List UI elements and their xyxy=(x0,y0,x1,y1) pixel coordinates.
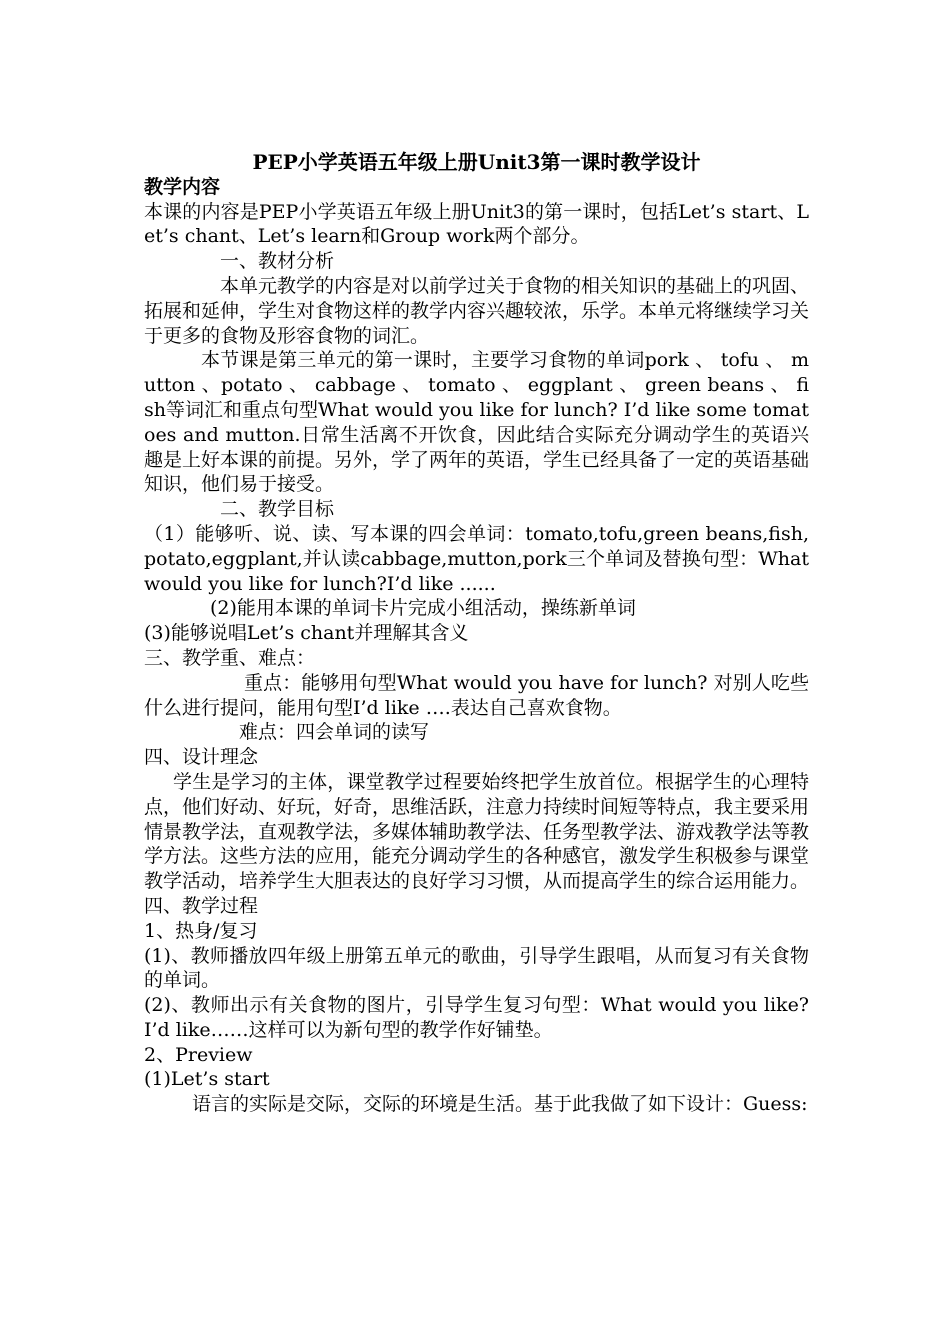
document-title: PEP小学英语五年级上册Unit3第一课时教学设计 xyxy=(252,150,701,174)
keypoint-text: 重点：能够用句型What would you have for lunch? 对别人吃些什么进行提问，能用句型I’d like ….表达自己喜欢食物。 xyxy=(144,671,809,719)
goal-1: （1）能够听、说、读、写本课的四会单词：tomato,tofu,green beans,fish,potato,eggplant,并认读cabbage,mutton,pork三个单词及替换句型：What would you like for lunch?I’d like ...... xyxy=(144,522,809,595)
content-heading: 教学内容 xyxy=(144,175,221,198)
start-text: 语言的实际是交际，交际的环境是生活。基于此我做了如下设计：Guess: xyxy=(192,1093,808,1116)
preview-heading: 2、Preview xyxy=(144,1043,253,1066)
document-page xyxy=(144,150,809,1117)
warmup-step-1: (1)、教师播放四年级上册第五单元的歌曲，引导学生跟唱，从而复习有关食物的单词。 xyxy=(144,944,809,992)
content-text: 本课的内容是PEP小学英语五年级上册Unit3的第一课时，包括Let’s start、Let’s chant、Let’s learn和Group work两个部分。 xyxy=(144,200,809,248)
analysis-heading: 一、教材分析 xyxy=(220,250,335,273)
concept-text: 学生是学习的主体，课堂教学过程要始终把学生放首位。根据学生的心理特点，他们好动、好玩，好奇，思维活跃，注意力持续时间短等特点，我主要采用情景教学法，直观教学法，多媒体辅助教学法、任务型教学法、游戏教学法等教学方法。这些方法的应用，能充分调动学生的各种感官，激发学生积极参与课堂教学活动，培养学生大胆表达的良好学习习惯，从而提高学生的综合运用能力。 xyxy=(144,770,810,893)
warmup-step-2: (2)、教师出示有关食物的图片，引导学生复习句型：What would you like? I’d like……这样可以为新句型的教学作好铺垫。 xyxy=(144,994,809,1041)
warmup-heading: 1、热身/复习 xyxy=(144,919,258,942)
difficulty-text: 难点：四会单词的读写 xyxy=(239,721,430,744)
goal-2: (2)能用本课的单词卡片完成小组活动，操练新单词 xyxy=(210,597,636,620)
concept-heading: 四、设计理念 xyxy=(144,746,259,769)
goal-3: (3)能够说唱Let’s chant并理解其含义 xyxy=(144,622,469,645)
keypoints-heading: 三、教学重、难点： xyxy=(144,646,316,669)
start-heading: (1)Let’s start xyxy=(144,1068,270,1091)
process-heading: 四、教学过程 xyxy=(144,894,259,917)
analysis-paragraph-1: 本单元教学的内容是对以前学过关于食物的相关知识的基础上的巩固、拓展和延伸，学生对食物这样的教学内容兴趣较浓，乐学。本单元将继续学习关于更多的食物及形容食物的词汇。 xyxy=(144,274,810,347)
analysis-paragraph-2: 本节课是第三单元的第一课时，主要学习食物的单词pork 、 tofu 、 mutton 、potato 、 cabbage 、 tomato 、 eggplant 、 green beans 、 fish等词汇和重点句型What would you like for lunch? I’d like some tomatoes and mutton.日常生活离不开饮食，因此结合实际充分调动学生的英语兴趣是上好本课的前提。另外，学了两年的英语，学生已经具备了一定的英语基础知识，他们易于接受。 xyxy=(144,349,810,496)
goals-heading: 二、教学目标 xyxy=(220,498,335,521)
